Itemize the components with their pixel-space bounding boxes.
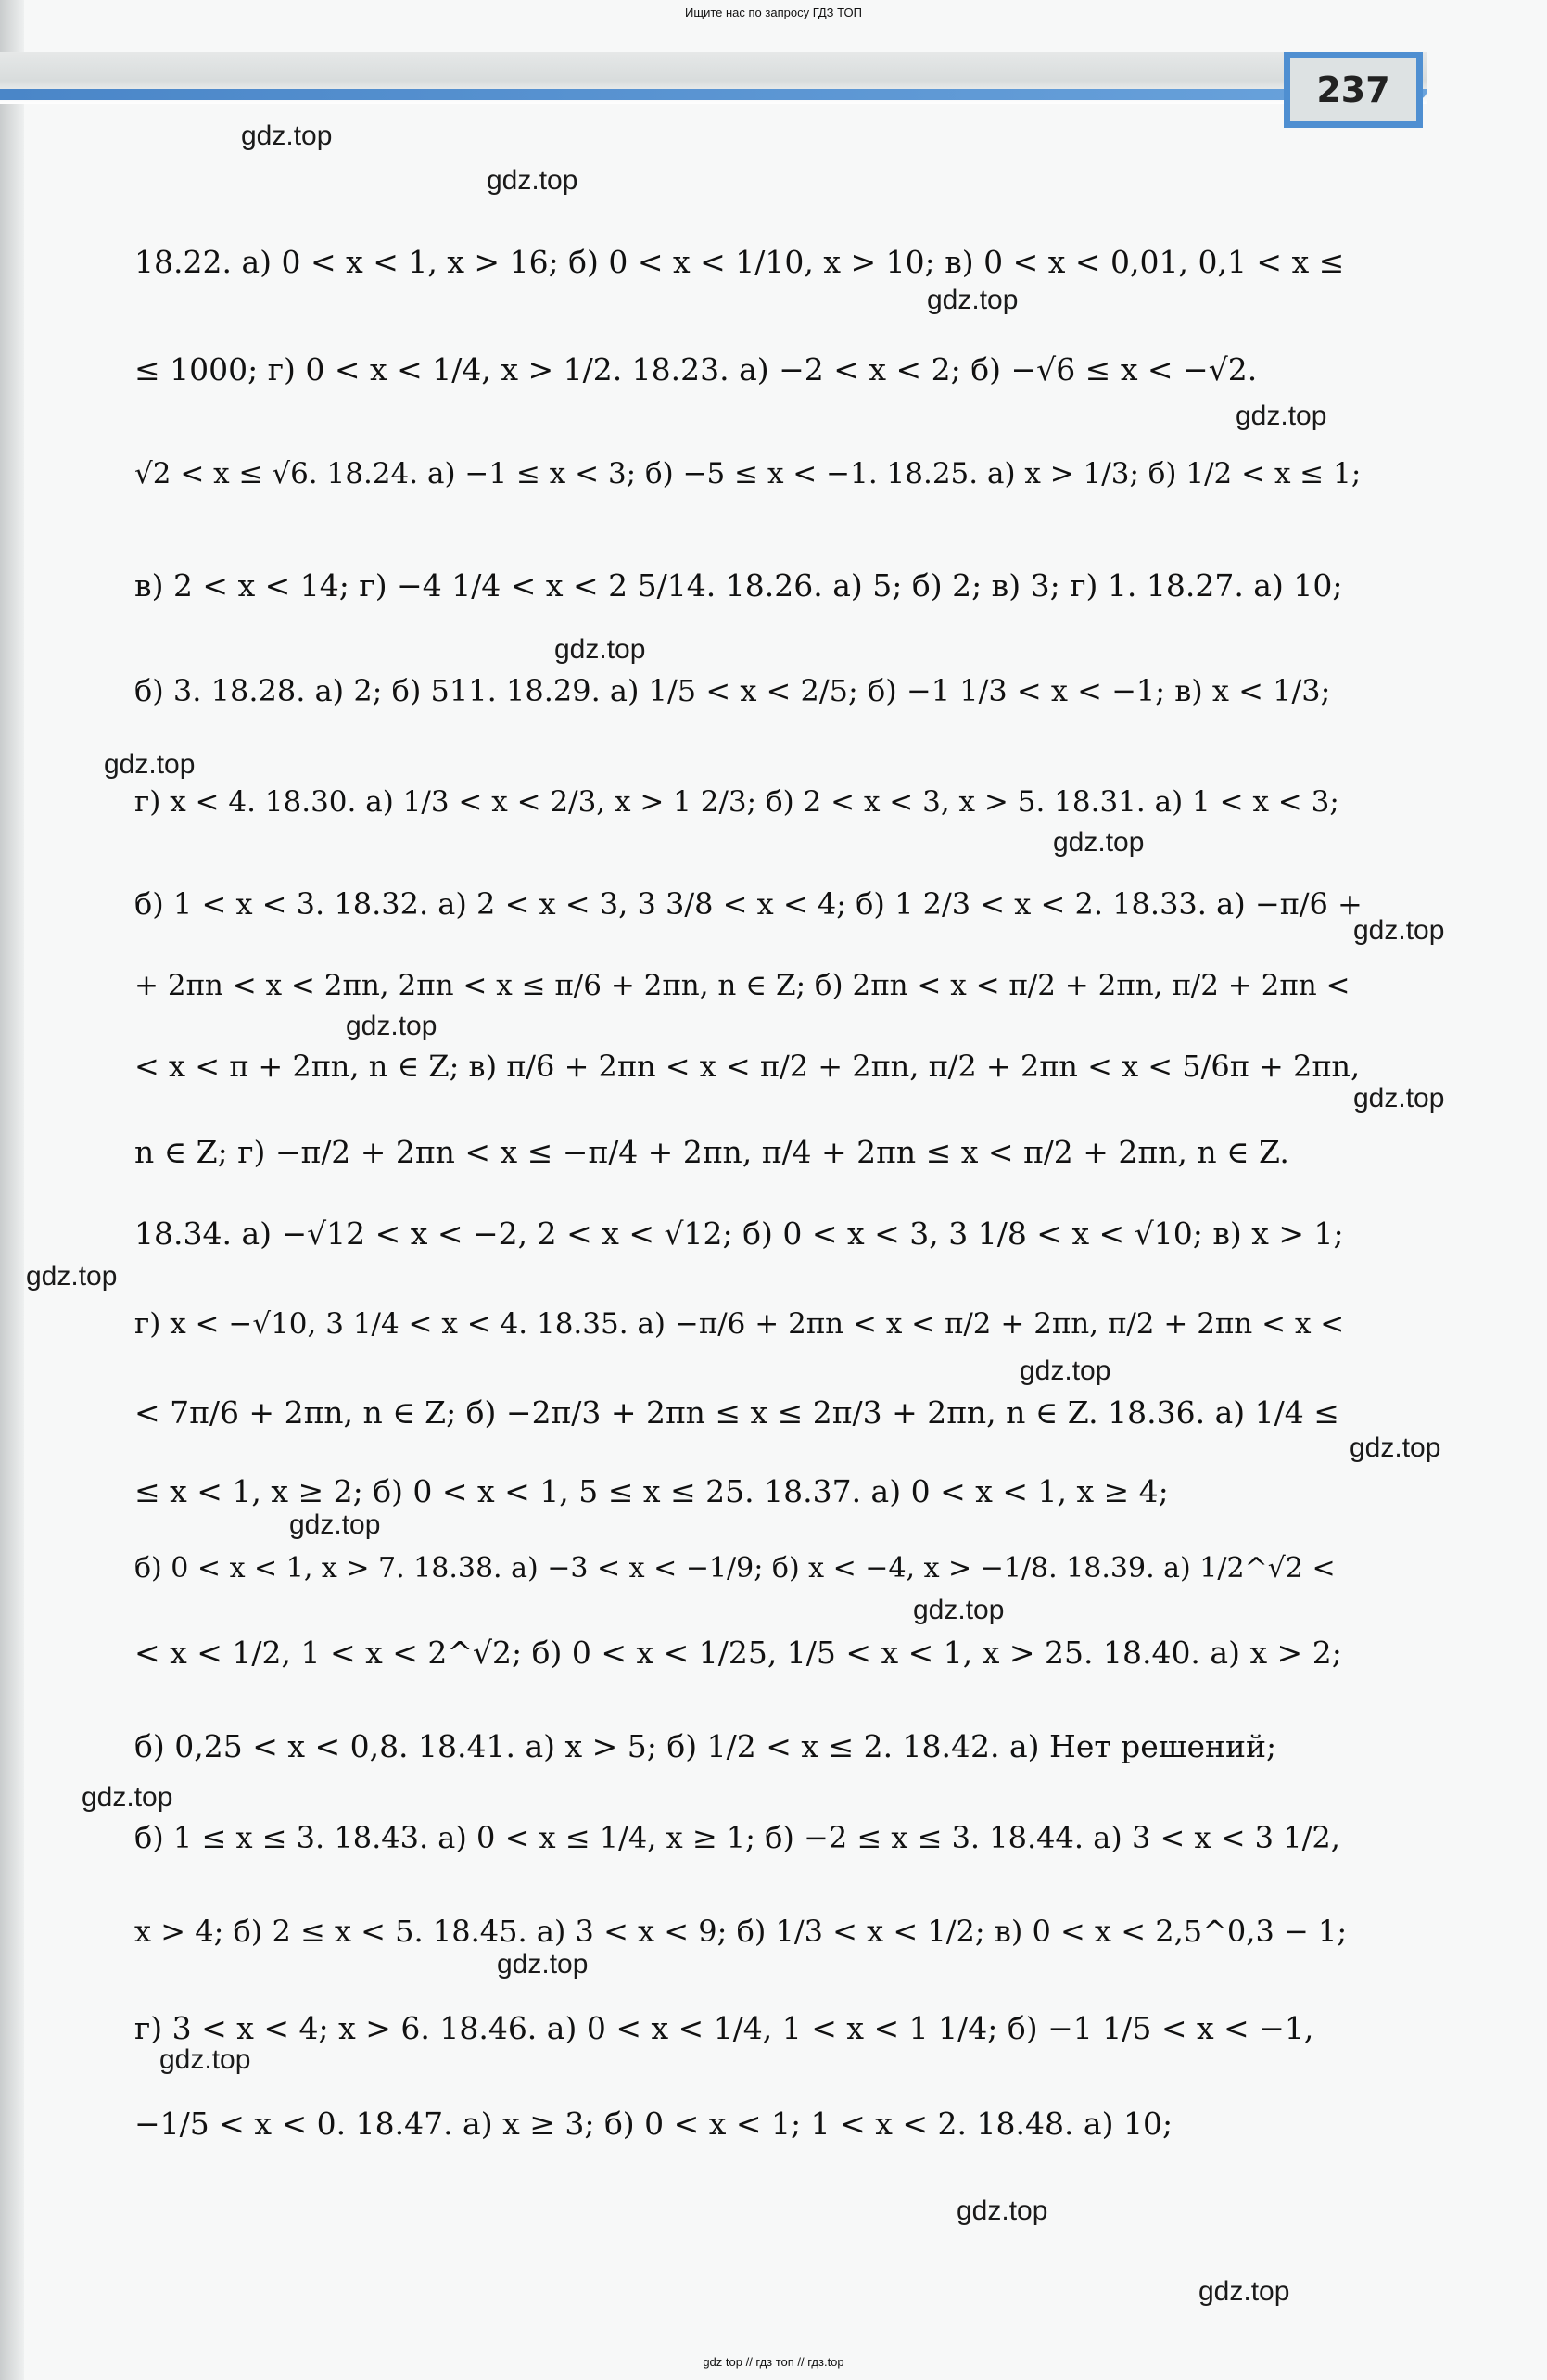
top-note: Ищите нас по запросу ГДЗ ТОП <box>685 6 862 19</box>
scan-edge-shadow <box>0 0 24 2380</box>
watermark: gdz.top <box>82 1782 173 1813</box>
answer-line <box>134 1449 1363 1533</box>
bottom-note: gdz top // гдз топ // гдз.top <box>703 2355 844 2369</box>
page-number: 237 <box>1284 52 1423 128</box>
answer-line <box>134 1890 1363 1973</box>
page-header-blue-line <box>0 89 1427 100</box>
watermark: gdz.top <box>26 1261 118 1292</box>
answer-line-text: г) x < 4. 18.30. а) 1/3 < x < 2/3, x > 1 2/3; б) 2 < x < 3, x > 5. 18.31. а) 1 < x < 3; <box>134 785 1339 819</box>
answer-line-text: x > 4; б) 2 ≤ x < 5. 18.45. а) 3 < x < 9; б) 1/3 < x < 1/2; в) 0 < x < 2,5^0,3 − 1; <box>134 1914 1348 1949</box>
answer-line <box>134 1796 1363 1879</box>
answer-line <box>134 1610 1363 1694</box>
answer-line <box>134 220 1363 303</box>
watermark: gdz.top <box>927 285 1019 315</box>
answer-line-text: 18.22. а) 0 < x < 1, x > 16; б) 0 < x < 1/10, x > 10; в) 0 < x < 0,01, 0,1 < x ≤ <box>134 243 1345 280</box>
answer-line <box>134 1370 1363 1454</box>
answer-line-text: ≤ 1000; г) 0 < x < 1/4, x > 1/2. 18.23. а) −2 < x < 2; б) −√6 ≤ x < −√2. <box>134 350 1258 388</box>
answer-line <box>134 1191 1363 1275</box>
watermark: gdz.top <box>104 749 196 780</box>
watermark: gdz.top <box>554 634 646 665</box>
answer-line-text: б) 1 < x < 3. 18.32. а) 2 < x < 3, 3 3/8 < x < 4; б) 1 2/3 < x < 2. 18.33. а) −π/6 + <box>134 886 1363 922</box>
watermark: gdz.top <box>1353 915 1445 946</box>
watermark: gdz.top <box>289 1509 381 1540</box>
watermark: gdz.top <box>1353 1083 1445 1114</box>
answer-line <box>134 1025 1363 1108</box>
answer-line-text: г) 3 < x < 4; x > 6. 18.46. а) 0 < x < 1/4, 1 < x < 1 1/4; б) −1 1/5 < x < −1, <box>134 2009 1314 2046</box>
watermark: gdz.top <box>1053 827 1145 858</box>
answer-line-text: √2 < x ≤ √6. 18.24. а) −1 ≤ x < 3; б) −5 ≤ x < −1. 18.25. а) x > 1/3; б) 1/2 < x ≤ 1; <box>134 457 1362 490</box>
answer-line <box>134 760 1363 844</box>
watermark: gdz.top <box>1020 1355 1111 1386</box>
answer-line <box>134 944 1363 1027</box>
answer-line <box>134 862 1363 946</box>
watermark: gdz.top <box>1350 1432 1441 1463</box>
answer-line-text: < x < 1/2, 1 < x < 2^√2; б) 0 < x < 1/25, 1/5 < x < 1, x > 25. 18.40. а) x > 2; <box>134 1634 1342 1671</box>
answer-line <box>134 649 1363 732</box>
answer-line <box>134 1282 1363 1366</box>
watermark: gdz.top <box>497 1949 589 1979</box>
answer-line <box>134 543 1363 627</box>
answer-line <box>134 1110 1363 1193</box>
answer-line-text: г) x < −√10, 3 1/4 < x < 4. 18.35. а) −π/6 + 2πn < x < π/2 + 2πn, π/2 + 2πn < x < <box>134 1307 1345 1341</box>
answer-line-text: б) 1 ≤ x ≤ 3. 18.43. а) 0 < x ≤ 1/4, x ≥ 1; б) −2 ≤ x ≤ 3. 18.44. а) 3 < x < 3 1/2, <box>134 1820 1340 1855</box>
answer-line-text: < 7π/6 + 2πn, n ∈ Z; б) −2π/3 + 2πn ≤ x ≤ 2π/3 + 2πn, n ∈ Z. 18.36. а) 1/4 ≤ <box>134 1394 1339 1431</box>
watermark: gdz.top <box>1198 2276 1290 2307</box>
answer-line <box>134 1986 1363 2069</box>
answer-line-text: в) 2 < x < 14; г) −4 1/4 < x < 2 5/14. 18.26. а) 5; б) 2; в) 3; г) 1. 18.27. а) 10; <box>134 566 1343 604</box>
answer-line-text: б) 0 < x < 1, x > 7. 18.38. а) −3 < x < −1/9; б) x < −4, x > −1/8. 18.39. а) 1/2^√2 < <box>134 1551 1336 1585</box>
watermark: gdz.top <box>913 1595 1005 1625</box>
answer-line <box>134 2081 1363 2165</box>
answer-line <box>134 1704 1363 1788</box>
watermark: gdz.top <box>159 2044 251 2075</box>
answer-line-text: ≤ x < 1, x ≥ 2; б) 0 < x < 1, 5 ≤ x ≤ 25. 18.37. а) 0 < x < 1, x ≥ 4; <box>134 1472 1169 1509</box>
watermark: gdz.top <box>487 165 578 196</box>
answer-line-text: n ∈ Z; г) −π/2 + 2πn < x ≤ −π/4 + 2πn, π/4 + 2πn ≤ x < π/2 + 2πn, n ∈ Z. <box>134 1133 1289 1170</box>
answer-line <box>134 327 1363 411</box>
answer-line-text: б) 3. 18.28. а) 2; б) 511. 18.29. а) 1/5 < x < 2/5; б) −1 1/3 < x < −1; в) x < 1/3; <box>134 673 1331 708</box>
answer-line-text: 18.34. а) −√12 < x < −2, 2 < x < √12; б) 0 < x < 3, 3 1/8 < x < √10; в) x > 1; <box>134 1215 1344 1252</box>
answer-line <box>134 432 1363 515</box>
watermark: gdz.top <box>1236 401 1327 431</box>
watermark: gdz.top <box>346 1011 437 1041</box>
answer-line-text: −1/5 < x < 0. 18.47. а) x ≥ 3; б) 0 < x < 1; 1 < x < 2. 18.48. а) 10; <box>134 2105 1173 2142</box>
answer-line-text: < x < π + 2πn, n ∈ Z; в) π/6 + 2πn < x < π/2 + 2πn, π/2 + 2πn < x < 5/6π + 2πn, <box>134 1049 1361 1084</box>
answer-line-text: б) 0,25 < x < 0,8. 18.41. а) x > 5; б) 1/2 < x ≤ 2. 18.42. а) Нет решений; <box>134 1727 1277 1764</box>
answer-line <box>134 1526 1363 1610</box>
watermark: gdz.top <box>957 2195 1048 2226</box>
watermark: gdz.top <box>241 121 333 151</box>
answer-line-text: + 2πn < x < 2πn, 2πn < x ≤ π/6 + 2πn, n ∈ Z; б) 2πn < x < π/2 + 2πn, π/2 + 2πn < <box>134 969 1350 1002</box>
